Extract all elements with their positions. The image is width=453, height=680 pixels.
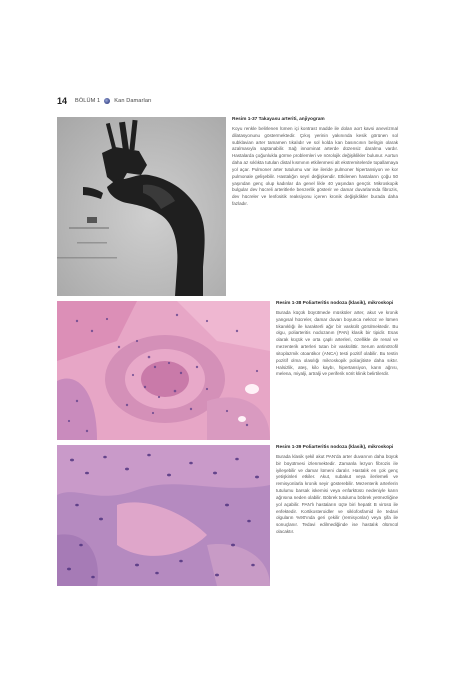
chapter-label: BÖLÜM 1 xyxy=(75,98,101,104)
section-label: Kan Damarları xyxy=(114,98,152,104)
caption-title: Resim 1-37 Takayasu arteriti, anjiyogram xyxy=(232,117,325,122)
page-number: 14 xyxy=(57,96,68,106)
angiogram-image xyxy=(57,117,226,296)
histology-low-power-image xyxy=(57,301,270,440)
caption-title: Resim 1-39 Poliarteritis nodoza (klasik), mikroskopi xyxy=(276,445,394,450)
caption-body: Burada klasik şekil akut PAN'da arter duvarının daha büyük bir büyütmesi izlenmektedir. Zamanla lezyon fibrozis ile iyileşebilir ve damar lümeni daralır. Hastalık en çok genç yetişkinleri etkiler. Akut, subakut veya ilerlemeli ve remisyonlarla kronik seyir gösterebilir. Mezenterik arterlerin tutulumu barsak iskemisi veya enfarktüsü nedeniyle karın ağrısına neden olabilir. Böbrek tutulumu böbrek yetmezliğine yol açabilir. PAN'lı hastaların üçte biri hepatit B virüsü ile enfektedir. Kortikosteroidler ve siklofosfamid ile tedavi olguların %90'ında geri çekilir (remisyonlar) veya şifa ile sonuçlanır. Tedavi edilmediğinde ise hastalık ölümcül olacaktır. xyxy=(276,453,398,535)
caption-title: Resim 1-38 Poliarteritis nodoza (klasik), mikroskopi xyxy=(276,301,394,306)
bullet-icon xyxy=(104,98,110,104)
histology-high-power-image xyxy=(57,445,270,586)
caption-body: Burada küçük büyütmede müsküler arter, akut ve kronik yangısal hücreler, damar duvarı boyunca nekroz ve lümen tıkanıklığı ile karakterli ağır bir vaskülit görülmektedir. Bu olgu, poliarteritis nodozanın (PAN) klasik bir tipidir. Esas olarak küçük ve orta çaplı arterleri, özellikle de renal ve mezenterik arterleri tutan bir vaskülittir. Serum antinötrofil sitoplazmik otoantikor (ANCA) testi pozitif olabilir. Bu testin pozitif olma olasılığı mikroskopik poliarjitiste daha sıktır. Halsizlik, ateş, kilo kaybı, hipertansiyon, karın ağrısı, melena, miyalji, artralji ve periferik nörit klinik belirtilerdir. xyxy=(276,309,398,377)
figure-caption-1-38 xyxy=(276,301,398,378)
caption-body: Koyu renkle belirlenen lümen içi kontrast madde ile dolan aort kavsi anevrizmal dilatasyonunu göstermektedir. Çıkış yerinin yakınında kesik görünen sol subklavian arter tamamen tıkalıdır ve sol kolda kan basıncının belirgin olarak azalmasıyla saptanabilir. Sağ innominat arterde düzensiz daralma vardır. Hastalarda çoğunlukla görme problemleri ve nörolojik değişiklikler bulunur. Aortun daha az sıklıkta tutulan distal kısmının etkilenmesi alt ekstremitelerde topallamaya yol açar. Pulmoner arter tutulumu var ise ileride pulmoner hipertansiyon ve kor pulmonale gelişebilir. Hastalığın seyri değişkendir. Etkilenen hastaların çoğu 50 yaşından genç olup kadınlar da genel likle 40 yaşından gençtir. Mikroskopik bulgular dev hücreli arteritlerle benzerlik gösterir ve damar duvarlarında fibrozis, dev hücreler ve lenfositik reaksiyonu içeren kronik değişiklikler burada daha fazladır. xyxy=(232,125,398,207)
figure-caption-1-39 xyxy=(276,445,398,536)
running-header xyxy=(57,95,152,107)
figure-caption-1-37 xyxy=(232,117,398,208)
